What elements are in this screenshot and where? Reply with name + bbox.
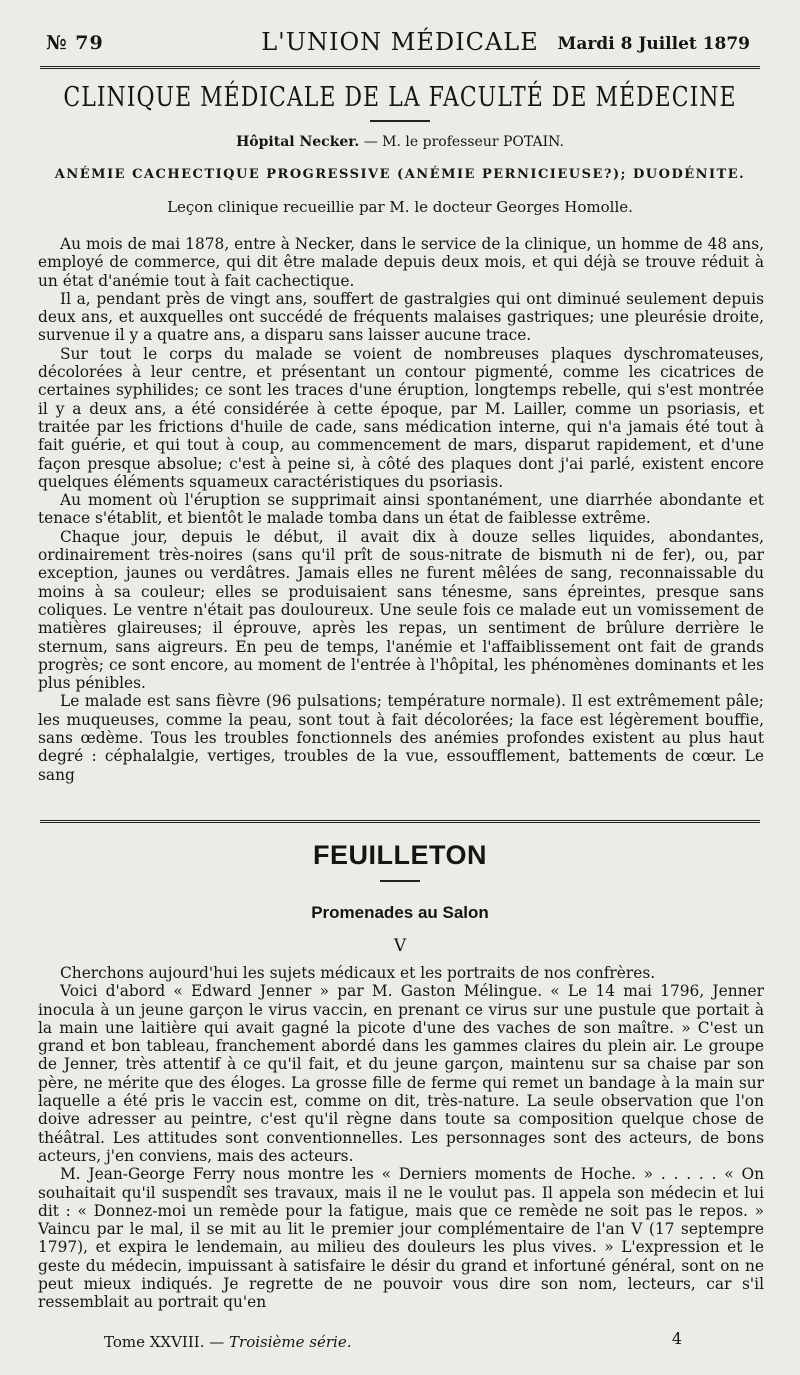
feuilleton-title: Promenades au Salon [311,903,489,922]
article-paragraph: Chaque jour, depuis le début, il avait dix à douze selles liquides, abondantes, ordinairement très-noires (sans qu'il prît de sous-nitrate de bismuth ni de fer), ou, par exception, jaunes ou verdâtres. Jamais elles ne furent mêlées de sang, reconnaissable du moins à sa couleur; elles se produisaient sans ténesme, sans épreintes, presque sans coliques. Le ventre n'était pas douloureux. Une seule fois ce malade eut un vomissement de matières glaireuses; il éprouve, après les repas, un sentiment de brûlure derrière le sternum, sans aigreurs. En peu de temps, l'anémie et l'affaiblissement ont fait de grands progrès; ce sont encore, au moment de l'entrée à l'hôpital, les phénomènes dominants et les plus pénibles. [38,527,764,693]
article-subject: ANÉMIE CACHECTIQUE PROGRESSIVE (ANÉMIE PERNICIEUSE?); DUODÉNITE. [54,167,746,182]
article-paragraph: Au mois de mai 1878, entre à Necker, dans le service de la clinique, un homme de 48 ans, employé de commerce, qui dit être malade depuis deux mois, et qui déjà se trouve réduit à un état d'anémie tout à fait cachectique. [38,235,764,290]
issue-date: Mardi 8 Juillet 1879 [557,34,750,54]
article-paragraph: Il a, pendant près de vingt ans, souffert de gastralgies qui ont diminué seulement depuis deux ans, et auxquelles ont succédé de fréquents malaises gastriques; une pleurésie droite, survenue il y a quatre ans, a disparu sans laisser aucune trace. [38,289,764,345]
feuilleton-heading: FEUILLETON [312,840,487,870]
feuilleton-paragraph: M. Jean-George Ferry nous montre les « Derniers moments de Hoche. » . . . . . « On souhaitait qu'il suspendît ses travaux, mais il ne le voulut pas. Il appela son médecin et lui dit : « Donnez-moi un remède pour la fatigue, mais que ce remède ne soit pas le repos. » Vaincu par le mal, il se mit au lit le premier jour complémentaire de l'an V (17 septempre 1797), et expira le lendemain, au milieu des douleurs les plus vives. » L'expression et le geste du médecin, impuissant à satisfaire le désir du grand et infortuné général, sont on ne peut mieux indiqués. Je regrette de ne pouvoir vous dire son nom, lecteurs, car s'il ressemblait au portrait qu'en [38,1165,764,1312]
feuilleton-separator [40,820,760,823]
article-paragraph: Au moment où l'éruption se supprimait ainsi spontanément, une diarrhée abondante et tenace s'établit, et bientôt le malade tomba dans un état de faiblesse extrême. [38,491,764,528]
feuilleton-body [38,964,764,1312]
signature-mark: 4 [671,1329,682,1348]
feuilleton-paragraph: Cherchons aujourd'hui les sujets médicaux et les portraits de nos confrères. [60,964,656,982]
article-paragraph: Sur tout le corps du malade se voient de nombreuses plaques dyschromateuses, décolorées à leur centre, et présentant un contour pigmenté, comme les cicatrices de certaines syphilides; ce sont les traces d'une éruption, longtemps rebelle, qui s'est montrée il y a deux ans, a été considérée à cette époque, par M. Lailler, comme un psoriasis, et traitée par les frictions d'huile de cade, sans médication interne, qui n'a jamais été tout à fait guérie, et qui tout à coup, au commencement de mars, disparut rapidement, et d'une façon presque absolue; c'est à peine si, à côté des plaques dont j'ai parlé, existent encore quelques éléments squameux caractéristiques du psoriasis. [38,344,764,491]
tome-number: Tome XXVIII. [104,1333,205,1351]
feuilleton-paragraph: Voici d'abord « Edward Jenner » par M. Gaston Mélingue. « Le 14 mai 1796, Jenner inocula à un jeune garçon le virus vaccin, en prenant ce virus sur une pustule que portait à la main une laitière qui avait gagné la picote d'une des vaches de son maître. » C'est un grand et bon tableau, franchement abordé dans les gammes claires du plein air. Le groupe de Jenner, très attentif à ce qu'il fait, et du jeune garçon, maintenu sur sa chaise par son père, ne mérite que des éloges. La grosse fille de ferme qui remet un bandage à la main sur laquelle a été pris le vaccin est, comme on dit, très-nature. La seule observation que l'on doive adresser au peintre, c'est qu'il règne dans toute sa composition quelque chose de théâtral. Les attitudes sont conventionnelles. Les personnages sont des acteurs, de bons acteurs, j'en conviens, mais des acteurs. [38,982,764,1165]
article-title: CLINIQUE MÉDICALE DE LA FACULTÉ DE MÉDECINE [63,82,737,114]
tome-label: Tome XXVIII. — Troisième série. [104,1333,352,1351]
hospital-name: Hôpital Necker. [236,134,360,150]
issue-number: № 79 [46,32,104,54]
professor-name: — M. le professeur POTAIN. [359,134,564,150]
header-rule [40,66,760,69]
page-header [40,28,760,60]
feuilleton-rule [380,880,420,882]
hospital-line [40,134,760,150]
page-footer [104,1329,760,1353]
serie-label: Troisième série. [229,1333,352,1351]
lecon-credit: Leçon clinique recueillie par M. le docteur Georges Homolle. [167,198,633,216]
journal-title: L'UNION MÉDICALE [261,28,539,56]
feuilleton-section-number: V [393,936,407,956]
title-rule [370,120,430,122]
article-body [38,235,764,784]
article-paragraph: Le malade est sans fièvre (96 pulsations; température normale). Il est extrêmement pâle; les muqueuses, comme la peau, sont tout à fait décolorées; la face est légèrement bouffie, sans œdème. Tous les troubles fonctionnels des anémies profondes existent au plus haut degré : céphalalgie, vertiges, troubles de la vue, essoufflement, battements de cœur. Le sang [38,692,764,784]
